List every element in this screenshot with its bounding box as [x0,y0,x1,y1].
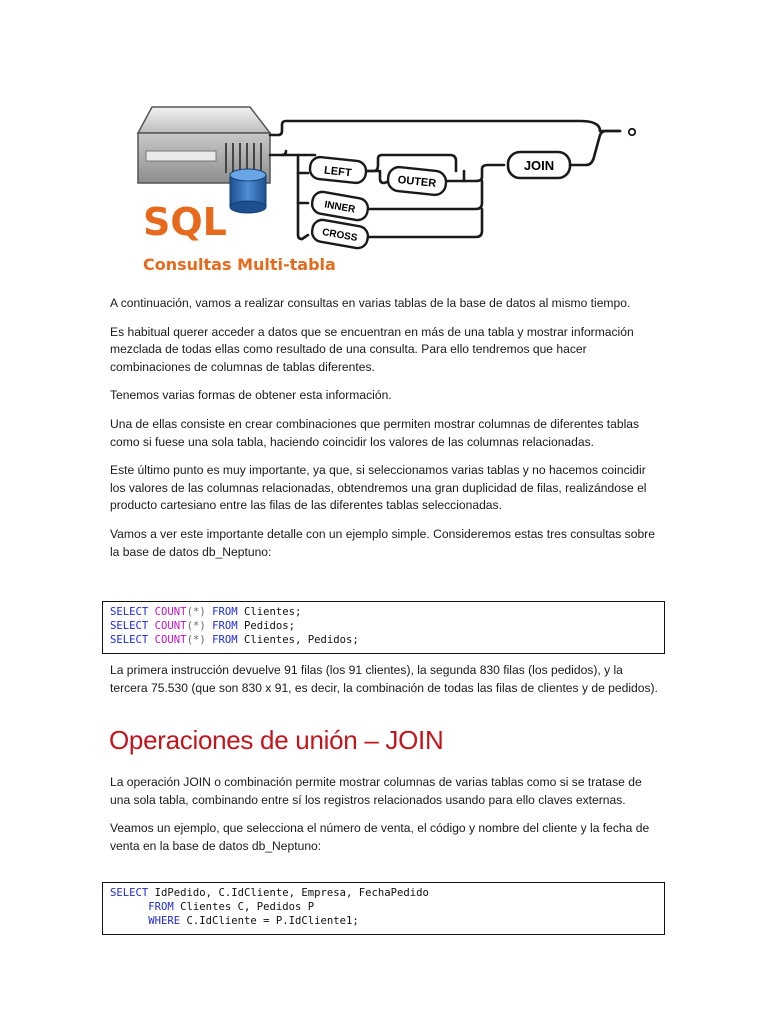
cross-label: CROSS [321,226,359,244]
intro-paragraph: Vamos a ver este importante detalle con un ejemplo simple. Consideremos estas tres consultas sobre la base de datos db_Neptuno: [110,526,655,559]
join-section [110,774,660,866]
section-heading-join: Operaciones de unión – JOIN [109,725,444,755]
code-line: SELECT IdPedido, C.IdCliente, Empresa, FechaPedido [110,887,429,899]
intro-paragraph: Este último punto es muy importante, ya que, si seleccionamos varias tablas y no hacemos coincidir los valores de las columnas relacionadas, obtendremos una gran duplicidad de filas, realizándose el producto cartesiano entre las filas de las diferentes tablas seleccionadas. [110,463,647,513]
inner-label: INNER [323,199,357,216]
left-pill [309,156,367,184]
intro-paragraph: Es habitual querer acceder a datos que se encuentran en más de una tabla y mostrar información mezclada de todas ellas como resultado de una consulta. Para ello tendremos que hacer combinaciones de columnas de tablas diferentes. [110,324,634,374]
join-paragraph: La operación JOIN o combinación permite mostrar columnas de varias tablas como si se tratase de una sola tabla, combinando entre sí los registros relacionados usando para ello claves externas. [110,775,642,807]
result-paragraph: La primera instrucción devuelve 91 filas (los 91 clientes), la segunda 830 filas (los pedidos), y la tercera 75.530 (que son 830 x 91, es decir, la combinación de todas las filas de clientes y de pedidos). [110,663,658,695]
cross-pill [311,218,370,249]
code-line: SELECT COUNT(*) FROM Clientes, Pedidos; [110,633,359,646]
sql-subtitle: Consultas Multi-tabla [143,255,336,274]
after-code-section [110,662,660,708]
intro-paragraph: A continuación, vamos a realizar consultas en varias tablas de la base de datos al mismo tiempo. [110,296,631,310]
outer-label: OUTER [397,174,437,190]
join-paragraph: Veamos un ejemplo, que selecciona el número de venta, el código y nombre del cliente y la fecha de venta en la base de datos db_Neptuno: [110,821,650,853]
code-line: SELECT COUNT(*) FROM Pedidos; [110,619,296,632]
code-line: SELECT COUNT(*) FROM Clientes; [110,606,302,618]
code-line: FROM Clientes C, Pedidos P [148,900,315,913]
left-label: LEFT [323,164,353,180]
end-terminal-icon [629,129,635,135]
code-block-count-queries [102,601,665,654]
inner-pill [311,190,370,221]
intro-paragraph: Tenemos varias formas de obtener esta información. [110,388,392,403]
intro-section [110,295,660,572]
code-line: WHERE C.IdCliente = P.IdCliente1; [148,914,359,927]
join-pill [508,152,570,178]
intro-paragraph: Una de ellas consiste en crear combinaciones que permiten mostrar columnas de diferentes tablas como si fuese una sola tabla, haciendo coincidir los valores de las columnas relacionadas. [110,416,640,449]
sql-title: SQL [143,200,227,244]
code-block-join-query [102,882,665,935]
join-label: JOIN [523,158,555,173]
database-icon [230,169,266,213]
outer-pill [387,166,447,196]
